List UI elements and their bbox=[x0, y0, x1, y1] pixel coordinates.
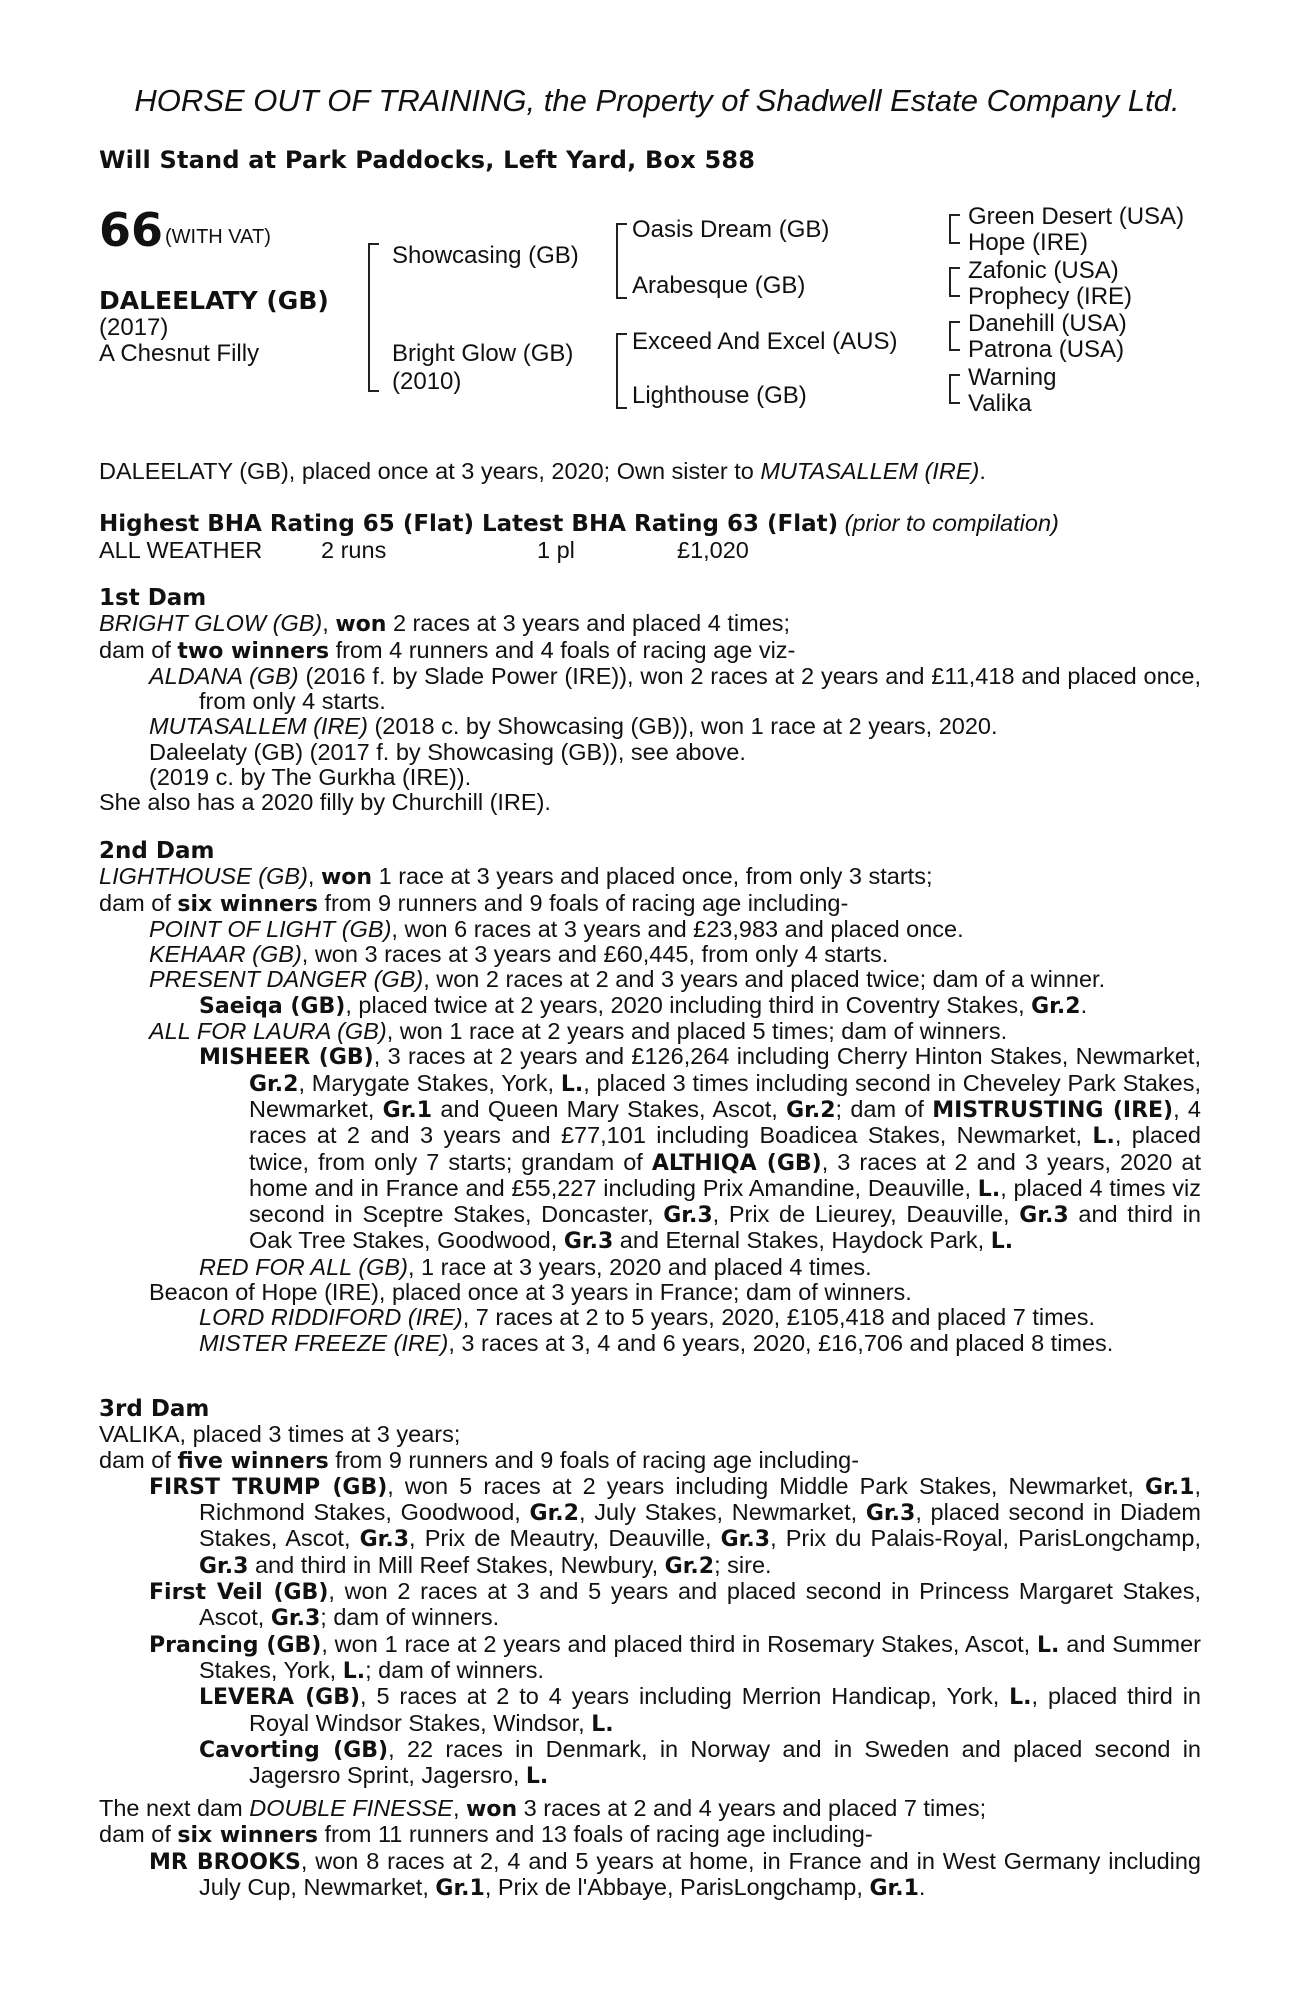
pedigree-dam: Bright Glow (GB) bbox=[392, 340, 574, 367]
pedigree-g3-8: Valika bbox=[968, 390, 1032, 417]
all-weather-record: ALL WEATHER 2 runs 1 pl £1,020 bbox=[99, 536, 749, 563]
pedigree-g3-2: Hope (IRE) bbox=[968, 229, 1089, 256]
produce-saeiqa: Saeiqa (GB), placed twice at 2 years, 2020 including third in Coventry Stakes, Gr.2. bbox=[199, 991, 1088, 1019]
second-dam-line: LIGHTHOUSE (GB), won 1 race at 3 years and placed once, from only 3 starts; bbox=[99, 863, 933, 891]
next-dam-section bbox=[99, 1796, 1201, 1901]
pedigree-dam-sire: Exceed And Excel (AUS) bbox=[632, 328, 898, 355]
pedigree-brace-g2 bbox=[949, 267, 960, 297]
next-dam-line: The next dam DOUBLE FINESSE, won 3 races at 2 and 4 years and placed 7 times; bbox=[99, 1795, 987, 1822]
produce-aldana: ALDANA (GB) (2016 f. by Slade Power (IRE)), won 2 races at 2 years and £11,418 and placed once, from only 4 starts. bbox=[149, 662, 1202, 715]
produce-point-of-light: POINT OF LIGHT (GB), won 6 races at 3 years and £23,983 and placed once. bbox=[149, 915, 964, 942]
pedigree-g3-7: Warning bbox=[968, 364, 1057, 391]
second-dam-section bbox=[99, 839, 1201, 1356]
produce-first-trump: FIRST TRUMP (GB), won 5 races at 2 years including Middle Park Stakes, Newmarket, Gr.1, Richmond Stakes, Goodwood, Gr.2, July Stakes, Newmarket, Gr.3, placed second in Diadem Stakes, Ascot, Gr.3, Prix de Meautry, Deauville, Gr.3, Prix du Palais-Royal, ParisLongchamp, Gr.3 and third in Mill Reef Stakes, Newbury, Gr.2; sire. bbox=[149, 1472, 1201, 1579]
pedigree-sire-sire: Oasis Dream (GB) bbox=[632, 216, 830, 243]
foaling-year: (2017) bbox=[99, 314, 169, 341]
first-dam-produce-line: dam of two winners from 4 runners and 4 foals of racing age viz- bbox=[99, 636, 796, 664]
page-title: HORSE OUT OF TRAINING, the Property of Shadwell Estate Company Ltd. bbox=[134, 83, 1180, 118]
produce-beacon-of-hope: Beacon of Hope (IRE), placed once at 3 years in France; dam of winners. bbox=[149, 1279, 912, 1306]
pedigree-brace-dam bbox=[616, 333, 627, 409]
produce-mister-freeze: MISTER FREEZE (IRE), 3 races at 3, 4 and 6 years, 2020, £16,706 and placed 8 times. bbox=[199, 1329, 1114, 1356]
pedigree-g3-3: Zafonic (USA) bbox=[968, 257, 1119, 284]
produce-present-danger: PRESENT DANGER (GB), won 2 races at 2 and 3 years and placed twice; dam of a winner. bbox=[149, 966, 1106, 993]
third-dam-section bbox=[99, 1397, 1201, 1789]
pedigree-g3-1: Green Desert (USA) bbox=[968, 203, 1185, 230]
stand-location: Will Stand at Park Paddocks, Left Yard, Box 588 bbox=[99, 146, 756, 174]
first-dam-heading: 1st Dam bbox=[99, 585, 207, 611]
third-dam-produce-line: dam of five winners from 9 runners and 9 foals of racing age including- bbox=[99, 1446, 860, 1474]
produce-levera: LEVERA (GB), 5 races at 2 to 4 years including Merrion Handicap, York, L., placed third in Royal Windsor Stakes, Windsor, L. bbox=[199, 1683, 1201, 1737]
produce-red-for-all: RED FOR ALL (GB), 1 race at 3 years, 2020 and placed 4 times. bbox=[199, 1253, 872, 1280]
produce-mutasallem: MUTASALLEM (IRE) (2018 c. by Showcasing (GB)), won 1 race at 2 years, 2020. bbox=[149, 713, 998, 740]
lot-number: 66 bbox=[99, 203, 164, 257]
pedigree-brace-sire bbox=[616, 223, 627, 299]
produce-daleelaty: Daleelaty (GB) (2017 f. by Showcasing (GB)), see above. bbox=[149, 738, 746, 765]
first-dam-line: BRIGHT GLOW (GB), won 2 races at 3 years and placed 4 times; bbox=[99, 610, 791, 638]
produce-first-veil: First Veil (GB), won 2 races at 3 and 5 years and placed second in Princess Margaret Stakes, Ascot, Gr.3; dam of winners. bbox=[149, 1578, 1201, 1632]
pedigree-g3-5: Danehill (USA) bbox=[968, 310, 1127, 337]
pedigree-brace-g4 bbox=[949, 374, 960, 404]
pedigree-brace-main bbox=[368, 243, 379, 392]
pedigree-dam-year: (2010) bbox=[392, 368, 462, 395]
bha-rating-line: Highest BHA Rating 65 (Flat) Latest BHA Rating 63 (Flat) (prior to compilation) bbox=[99, 510, 1059, 538]
first-dam-section bbox=[99, 586, 1201, 816]
pedigree-g3-4: Prophecy (IRE) bbox=[968, 283, 1133, 310]
pedigree-g3-6: Patrona (USA) bbox=[968, 336, 1125, 363]
produce-mr-brooks: MR BROOKS, won 8 races at 2, 4 and 5 years at home, in France and in West Germany including July Cup, Newmarket, Gr.1, Prix de l'Abbaye, ParisLongchamp, Gr.1. bbox=[149, 1847, 1201, 1901]
second-dam-produce-line: dam of six winners from 9 runners and 9 foals of racing age including- bbox=[99, 889, 849, 917]
produce-all-for-laura: ALL FOR LAURA (GB), won 1 race at 2 years and placed 5 times; dam of winners. bbox=[149, 1018, 1008, 1045]
pedigree-dam-dam: Lighthouse (GB) bbox=[632, 382, 807, 409]
pedigree-sire: Showcasing (GB) bbox=[392, 242, 579, 269]
produce-prancing: Prancing (GB), won 1 race at 2 years and placed third in Rosemary Stakes, Ascot, L. and Summer Stakes, York, L.; dam of winners. bbox=[149, 1630, 1201, 1684]
summary-line: DALEELATY (GB), placed once at 3 years, 2020; Own sister to MUTASALLEM (IRE). bbox=[99, 458, 986, 484]
horse-name: DALEELATY (GB) bbox=[99, 286, 329, 315]
vat-note: (WITH VAT) bbox=[165, 226, 271, 248]
pedigree-sire-dam: Arabesque (GB) bbox=[632, 272, 806, 299]
produce-cavorting: Cavorting (GB), 22 races in Denmark, in Norway and in Sweden and placed second in Jagersro Sprint, Jagersro, L. bbox=[199, 1735, 1202, 1790]
pedigree-brace-g3 bbox=[949, 321, 960, 351]
produce-misheer: MISHEER (GB), 3 races at 2 years and £126,264 including Cherry Hinton Stakes, Newmarket, Gr.2, Marygate Stakes, York, L., placed 3 times including second in Cheveley Park Stakes, Newmarket, Gr.1 and Queen Mary Stakes, Ascot, Gr.2; dam of MISTRUSTING (IRE), 4 races at 2 and 3 years and £77,101 including Boadicea Stakes, Newmarket, L., placed twice, from only 7 starts; grandam of ALTHIQA (GB), 3 races at 2 and 3 years, 2020 at home and in France and £55,227 including Prix Amandine, Deauville, L., placed 4 times viz second in Sceptre Stakes, Doncaster, Gr.3, Prix de Lieurey, Deauville, Gr.3 and third in Oak Tree Stakes, Goodwood, Gr.3 and Eternal Stakes, Haydock Park, L. bbox=[199, 1043, 1201, 1255]
produce-2020-filly: She also has a 2020 filly by Churchill (IRE). bbox=[99, 789, 551, 816]
produce-kehaar: KEHAAR (GB), won 3 races at 3 years and £60,445, from only 4 starts. bbox=[149, 941, 889, 968]
produce-2019-colt: (2019 c. by The Gurkha (IRE)). bbox=[149, 764, 472, 791]
next-dam-produce-line: dam of six winners from 11 runners and 13 foals of racing age including- bbox=[99, 1821, 873, 1849]
third-dam-heading: 3rd Dam bbox=[99, 1396, 210, 1422]
summary-block bbox=[99, 459, 1201, 563]
produce-lord-riddiford: LORD RIDDIFORD (IRE), 7 races at 2 to 5 years, 2020, £105,418 and placed 7 times. bbox=[199, 1304, 1096, 1331]
pedigree-brace-g1 bbox=[949, 214, 960, 244]
horse-description: A Chesnut Filly bbox=[99, 340, 260, 367]
second-dam-heading: 2nd Dam bbox=[99, 838, 215, 864]
third-dam-line: VALIKA, placed 3 times at 3 years; bbox=[99, 1421, 461, 1448]
